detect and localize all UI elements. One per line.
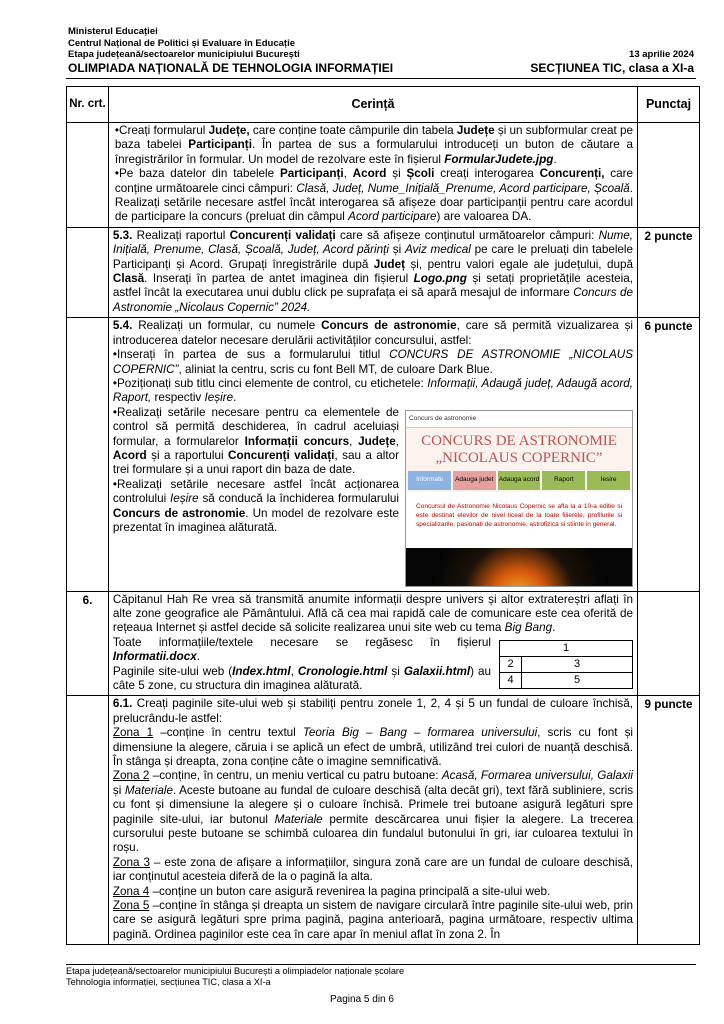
ministry-label: Ministerul Educației — [68, 26, 158, 37]
table-header-row — [67, 87, 700, 123]
date-label: 13 aprilie 2024 — [629, 49, 694, 60]
requirement-cell-5-4: 5.4. Realizați un formular, cu numele Concurs de astronomie, care să permită vizualizarea și introducerea datelor necesare derulării activităților concursului, astfel: •Inserați în partea de sus a formularului titlul CONCURS DE ASTRONOMIE „NICOLAUS COPERNIC”, aliniat la centru, scris cu font Bell MT, de culoare Dark Blue. •Poziționați sub titlu cinci elemente de control, cu etichetele: Informații, Adaugă județ, Adaugă acord, Raport, respectiv Ieșire. Concurs de astronomie CONCURS DE ASTRONOMIE „NICOLAUS COPERNIC” Informatii Adauga judet Adauga acord Raport Iesire Concursul de Astronomie Nicolaus Copernic se afla la a 10-a editie si este destinat elevilor de nivel liceal de la toate filierele, profilurile si specializarile, pasionati de astronomie, astrofizica si stiinte in general. •Realizați setările necesare pentru ca elementele de control să permită deschiderea, în cadrul aceluiași formular, a formularelor Informații concurs, Județe, Acord și a raportului Concurenți validați, sau a altor trei formulare și a unui raport din baza de date. •Realizați setările necesare astfel încât acționarea controlului Ieșire să conducă la închiderea formularului Concurs de astronomie. Un model de rezolvare este prezentat în imaginea alăturată. — [108, 318, 637, 591]
footer-line-1: Etapa județeană/sectoarelor municipiului București a olimpiadelor naționale școlare — [66, 966, 405, 976]
form-description: Concursul de Astronomie Nicolaus Copernic se afla la a 10-a editie si este destinat elevilor de nivel liceal de la toate filierele, profilurile si specializarile, pasionati de astronomie, astrofizica si stiinte in general. — [406, 492, 632, 548]
page-footer — [66, 966, 696, 988]
solar-system-image — [406, 548, 632, 586]
table-row — [67, 227, 700, 317]
table-row — [67, 591, 700, 696]
stage-label: Etapa județeană/sectoarelor municipiului București — [68, 49, 300, 60]
page-number: Pagina 5 din 6 — [330, 994, 394, 1005]
olympiad-title: OLIMPIADA NAȚIONALĂ DE TEHNOLOGIA INFORMAȚIEI — [68, 60, 394, 75]
form-window-title: Concurs de astronomie — [406, 411, 632, 428]
table-row — [67, 318, 700, 591]
form-heading: CONCURS DE ASTRONOMIE „NICOLAUS COPERNIC” — [406, 428, 632, 469]
footer-line-2: Tehnologia informației, secțiunea TIC, clasa a XI-a — [66, 977, 271, 987]
zone-2: 2 — [500, 656, 522, 672]
nr-6: 6. — [67, 591, 109, 696]
requirement-cell: •Creați formularul Județe, care conține toate câmpurile din tabela Județe și un subformular creat pe baza tabelei Participanți. În partea de sus a formularului introduceți un buton de căutare a înregistrărilor în formular. Un model de rezolvare este în fișierul FormularJudete.jpg. •Pe baza datelor din tabelele Participanți, Acord și Școli creați interogarea Concurenți, care conține următoarele cinci câmpuri: Clasă, Județ, Nume_Inițială_Prenume, Acord participare, Școală. Realizați setările necesare astfel încât interogarea să afișeze doar participanții pentru care acordul de participare la concurs (preluat din câmpul Acord participare) are valoarea DA. — [108, 123, 637, 228]
form-btn-iesire: Iesire — [587, 471, 630, 489]
center-label: Centrul Național de Politici și Evaluare în Educație — [68, 37, 296, 49]
table-row — [67, 123, 700, 228]
form-btn-adauga-judet: Adauga judet — [453, 471, 496, 489]
col-req-header: Cerință — [108, 87, 637, 123]
zones-diagram — [499, 640, 633, 689]
form-buttons — [406, 469, 632, 491]
requirement-cell-5-3: 5.3. Realizați raportul Concurenți validați care să afișeze conținutul următoarelor câmpuri: Nume, Inițială, Prenume, Clasă, Școală, Județ, Acord părinți și Aviz medical pe care le preluați din tabelele Participanți și Acord. Grupați înregistrările după Județ și, pentru valori egale ale județului, după Clasă. Inserați în partea de antet imaginea din fișierul Logo.png și setați proprietățile acesteia, astfel încât la executarea unui dublu click pe suprafața ei să apară mesajul de informare Concurs de Astronomie „Nicolaus Copernic” 2024. — [108, 227, 637, 317]
zone-3: 3 — [522, 656, 633, 672]
requirement-cell-6-1: 6.1. Creați paginile site-ului web și stabiliți pentru zonele 1, 2, 4 și 5 un fundal de culoare închisă, prelucrându-le astfel: Zona 1 –conține în centru textul Teoria Big – Bang – formarea universului, scris cu font și dimensiune la alegere, căruia i se aplică un efect de umbră, utilizând trei culori de nuanță deschisă. În stânga și dreapta, zona conține câte o imagine semnificativă. Zona 2 –conține, în centru, un meniu vertical cu patru butoane: Acasă, Formarea universului, Galaxii și Materiale. Aceste butoane au fundal de culoare deschisă (alta decât gri), text fără subliniere, scris cu font și dimensiune la alegere și o culoare închisă. Primele trei butoane asigură legături spre paginile site-ului, iar butonul Materiale permite descărcarea unui fișier la alegere. La trecerea cursorului peste butoane se schimbă culoarea din fundalul butonului în gri, iar culoarea textului în roșu. Zona 3 – este zona de afișare a informațiilor, singura zonă care are un fundal de culoare deschisă, iar conținutul acesteia diferă de la o pagină la alta. Zona 4 –conține un buton care asigură revenirea la pagina principală a site-ului web. Zona 5 –conține în stânga și dreapta un sistem de navigare circulară între paginile site-ului web, prin care se asigură legături spre prima pagină, pagina anterioară, pagina următoare, respectiv ultima pagină. Ordinea paginilor este cea în care apar în meniul aflat în zona 2. În — [108, 696, 637, 945]
section-title: SECȚIUNEA TIC, clasa a XI-a — [530, 60, 694, 75]
points-6-1: 9 puncte — [638, 696, 700, 945]
requirement-cell-6: Căpitanul Hah Re vrea să transmită anumite informații despre univers și altor extratereștri aflați în alte zone geografice ale Pământului. Află că cea mai rapidă cale de comunicare este cea oferită de rețeaua Internet și astfel decide să solicite realizarea unui site web cu tema Big Bang. 1 2 3 4 5 Toate informațiile/textele necesare se regăsesc în fișierul Informatii.docx. Paginile site-ului web (Index.html, Cronologie.html și Galaxii.html) au câte 5 zone, cu structura din imaginea alăturată. — [108, 591, 637, 696]
points-5-3: 2 puncte — [638, 227, 700, 317]
form-btn-informatii: Informatii — [408, 471, 451, 489]
col-pts-header: Punctaj — [638, 87, 700, 123]
footer-divider — [66, 964, 696, 965]
form-screenshot — [405, 410, 633, 587]
zone-1: 1 — [500, 640, 633, 656]
table-row — [67, 696, 700, 945]
form-btn-raport: Raport — [542, 471, 585, 489]
zone-5: 5 — [522, 672, 633, 688]
requirements-table — [66, 86, 700, 945]
col-nr-header: Nr. crt. — [67, 87, 109, 123]
points-5-4: 6 puncte — [638, 318, 700, 591]
form-btn-adauga-acord: Adauga acord — [498, 471, 541, 489]
zone-4: 4 — [500, 672, 522, 688]
header-divider — [66, 78, 696, 79]
page-header — [68, 26, 694, 75]
